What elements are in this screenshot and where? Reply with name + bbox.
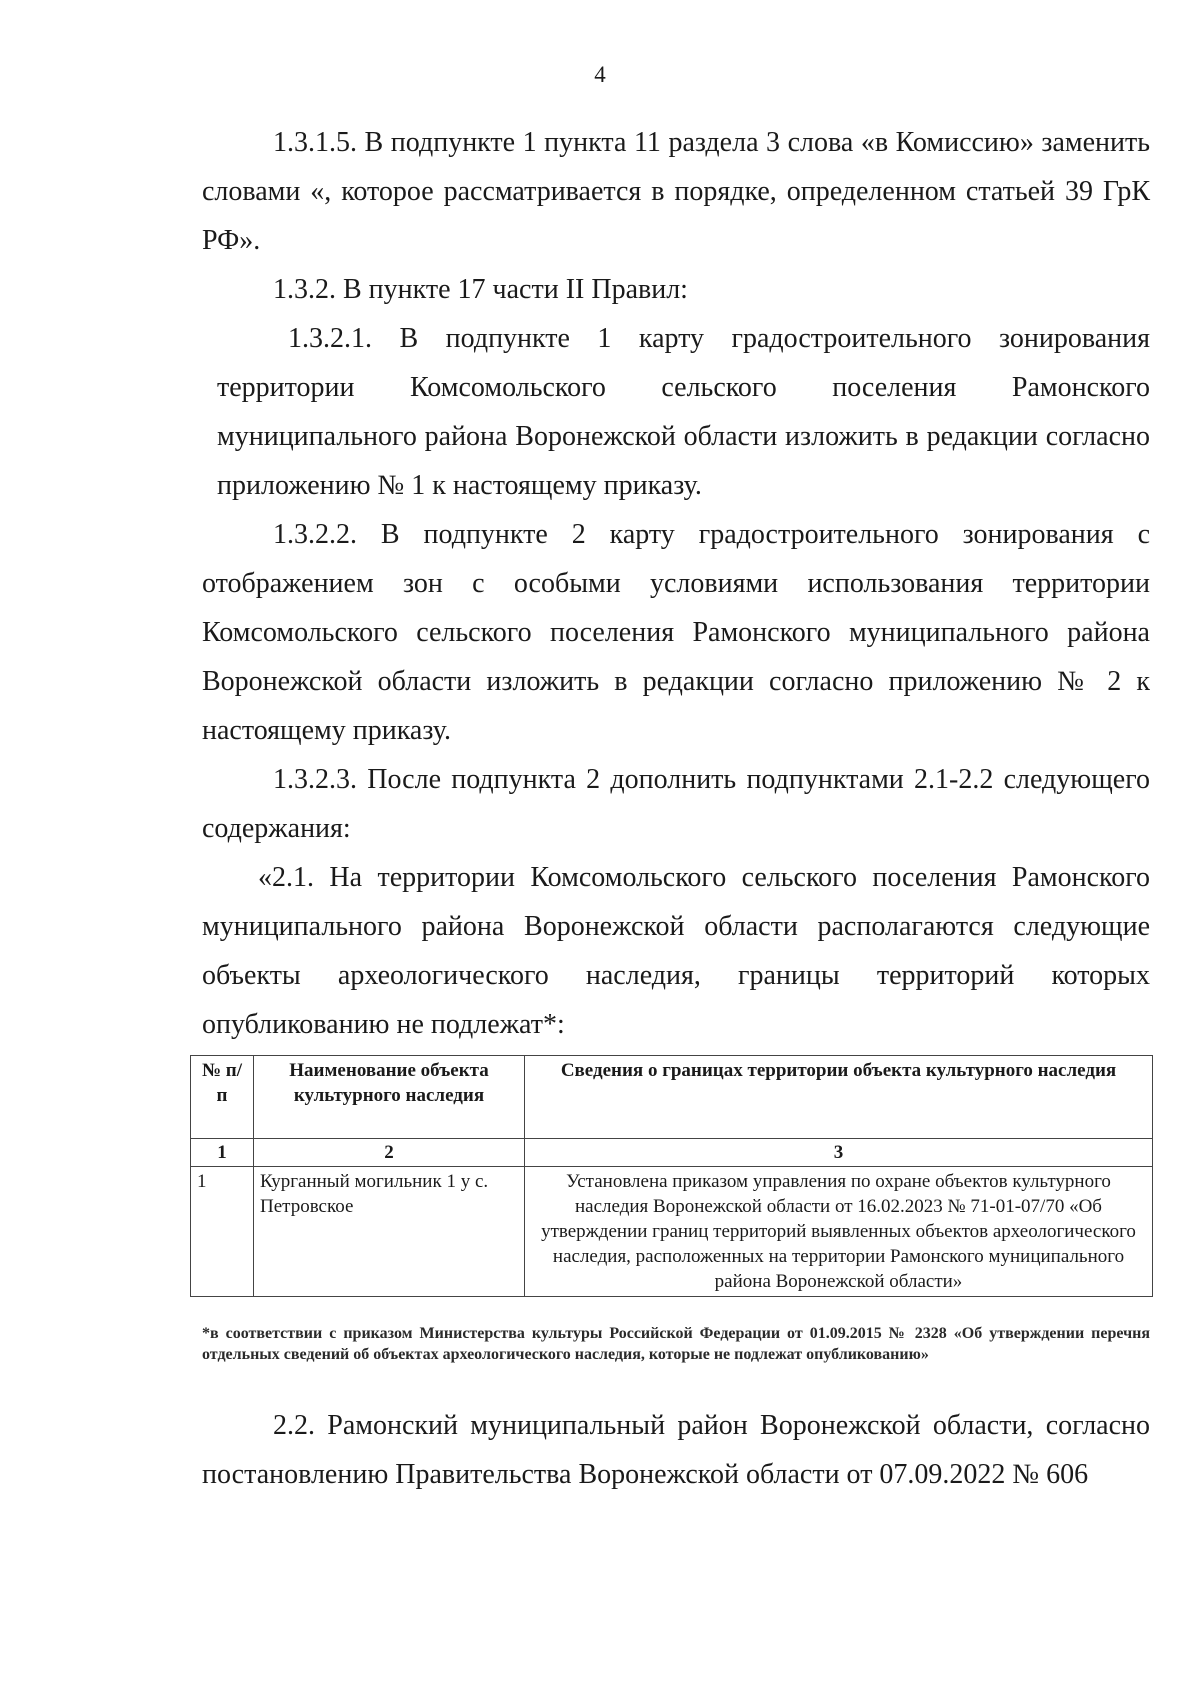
table-column-numbers-row — [191, 1139, 1153, 1167]
cell-object-name: Курганный могильник 1 у с. Петровское — [254, 1167, 525, 1297]
paragraph-1-3-2-3: 1.3.2.3. После подпункта 2 дополнить подпунктами 2.1-2.2 следующего содержания: — [202, 764, 1150, 844]
document-body — [197, 118, 1150, 1499]
paragraph-1-3-2-1: 1.3.2.1. В подпункте 1 карту градостроительного зонирования территории Комсомольского сельского поселения Рамонского муниципального района Воронежской области изложить в редакции согласно приложению № 1 к настоящему приказу. — [217, 323, 1150, 501]
column-number-1: 1 — [191, 1139, 254, 1167]
paragraph-1-3-2-2: 1.3.2.2. В подпункте 2 карту градостроительного зонирования с отображением зон с особыми условиями использования территории Комсомольского сельского поселения Рамонского муниципального района Воронежской области изложить в редакции согласно приложению № 2 к настоящему приказу. — [202, 519, 1150, 746]
footnote: *в соответствии с приказом Министерства культуры Российской Федерации от 01.09.2015 № 2328 «Об утверждении перечня отдельных сведений об объектах археологического наследия, которые не подлежат опубликованию» — [202, 1325, 1150, 1363]
paragraph-1-3-1-5: 1.3.1.5. В подпункте 1 пункта 11 раздела 3 слова «в Комиссию» заменить словами «, которое рассматривается в порядке, определенном статьей 39 ГрК РФ». — [202, 127, 1150, 256]
column-number-3: 3 — [525, 1139, 1153, 1167]
cell-territory-info: Установлена приказом управления по охране объектов культурного наследия Воронежской области от 16.02.2023 № 71-01-07/70 «Об утверждении границ территорий выявленных объектов археологического наследия, расположенных на территории Рамонского муниципального района Воронежской области» — [525, 1167, 1153, 1297]
cell-row-number: 1 — [191, 1167, 254, 1297]
table-header-row — [191, 1056, 1153, 1139]
header-number: № п/п — [191, 1056, 254, 1139]
paragraph-1-3-2: 1.3.2. В пункте 17 части II Правил: — [273, 274, 688, 305]
column-number-2: 2 — [254, 1139, 525, 1167]
paragraph-2-2: 2.2. Рамонский муниципальный район Воронежской области, согласно постановлению Правительства Воронежской области от 07.09.2022 № 606 — [202, 1410, 1150, 1490]
heritage-objects-table — [190, 1055, 1153, 1297]
page-number: 4 — [594, 62, 606, 87]
table-row — [191, 1167, 1153, 1297]
header-territory-info: Сведения о границах территории объекта культурного наследия — [525, 1056, 1153, 1139]
header-object-name: Наименование объекта культурного наследия — [254, 1056, 525, 1139]
paragraph-2-1: «2.1. На территории Комсомольского сельского поселения Рамонского муниципального района Воронежской области располагаются следующие объекты археологического наследия, границы территорий которых опубликованию не подлежат*: — [202, 862, 1150, 1040]
